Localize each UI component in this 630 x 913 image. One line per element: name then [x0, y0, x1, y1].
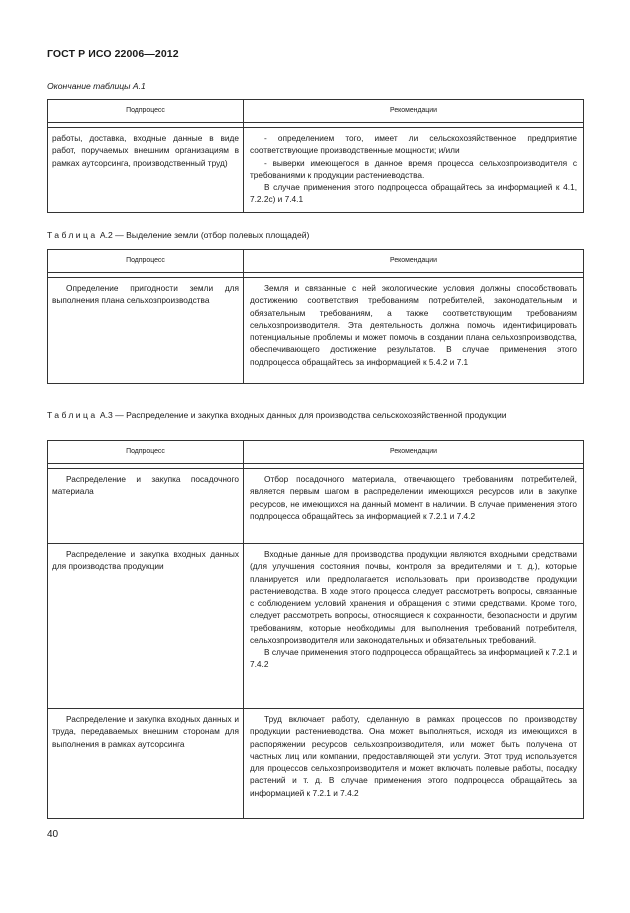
table-row — [48, 128, 584, 213]
table-a2 — [47, 249, 584, 384]
recommendation-cell — [244, 128, 584, 213]
table-row — [48, 469, 584, 544]
recommendation-cell — [244, 469, 584, 544]
subprocess-cell — [48, 469, 244, 544]
table-row — [48, 709, 584, 819]
subprocess-cell: работы, доставка, входные данные в виде работ, поручаемых внешним организациям в рамках аутсорсинга, производственный труд) — [48, 128, 244, 213]
recommendation-paragraph: В случае применения этого подпроцесса обращайтесь за информацией к 4.1, 7.2.2c) и 7.4.1 — [250, 182, 577, 205]
recommendation-paragraph: Труд включает работу, сделанную в рамках процессов по производству продукции растениеводства. Она может выполняться, исходя из имеющихся в распоряжении ресурсов сельхозпроизводителя, или может быть получена от частных лиц или компании, предоставляющей эти услуги. Этот труд используется для процессов сельхозпроизводителя и может включать полевые работы, посадку растений и т. д. В случае применения этого подпроцесса обращайтесь за информацией к 7.2.1 и 7.4.2 — [250, 714, 577, 798]
recommendation-cell — [244, 709, 584, 819]
subprocess-text: Определение пригодности земли для выполнения плана сельхозпроизводства — [52, 283, 239, 306]
subprocess-text: Распределение и закупка посадочного материала — [52, 474, 239, 497]
recommendation-cell — [244, 544, 584, 709]
table-a3-caption-text: А.3 — Распределение и закупка входных данных для производства сельскохозяйственной продукции — [99, 410, 507, 420]
page-number: 40 — [47, 829, 59, 840]
table-a3-caption — [47, 409, 583, 421]
table-a1-header-subprocess: Подпроцесс — [48, 100, 244, 123]
subprocess-text: Распределение и закупка входных данных для производства продукции — [52, 549, 239, 572]
table-row — [48, 544, 584, 709]
recommendation-cell — [244, 278, 584, 384]
table-a2-header-subprocess: Подпроцесс — [48, 250, 244, 273]
recommendation-paragraph: Входные данные для производства продукции являются входными средствами (для улучшения состояния почвы, контроля за вредителями и т. д.), которые планируется или предполагается использовать при производстве продукции растениеводства. В ходе этого процесса следует рассмотреть вопросы, связанные с соблюдением условий хранения и обращения с этими средствами. Кроме того, следует рассмотреть вопросы, относящиеся к сохранности, безопасности и другим требованиям, которые необходимы для выполнения требований потребителя, сельхозпроизводителя или законодательных и обязательных требований. — [250, 549, 577, 645]
recommendation-paragraph: - выверки имеющегося в данное время процесса сельхозпроизводителя с требованиями к продукции растениеводства. — [250, 157, 577, 180]
subprocess-text: Распределение и закупка входных данных и труда, передаваемых внешним сторонам для выполнения в рамках аутсорсинга — [52, 714, 239, 749]
table-a3-caption-label: Таблица — [47, 410, 98, 420]
table-a2-caption-label: Таблица — [47, 230, 98, 240]
table-a3-header-subprocess: Подпроцесс — [48, 441, 244, 464]
subprocess-cell — [48, 278, 244, 384]
subprocess-cell — [48, 709, 244, 819]
table-a2-caption — [47, 229, 309, 241]
table-a1-header-recommendations: Рекомендации — [244, 100, 584, 123]
table-a1 — [47, 99, 584, 213]
table-row — [48, 278, 584, 384]
table-a3 — [47, 440, 584, 819]
table-a2-caption-text: А.2 — Выделение земли (отбор полевых площадей) — [99, 230, 310, 240]
recommendation-paragraph: Отбор посадочного материала, отвечающего требованиям потребителей, является первым шагом в распределении имеющихся ресурсов или в закупке ресурсов, не имеющихся на данный момент в наличии. В случае применения этого подпроцесса обращайтесь за информацией к 7.2.1 и 7.4.2 — [250, 474, 577, 521]
table-a2-header-recommendations: Рекомендации — [244, 250, 584, 273]
table-a3-header-recommendations: Рекомендации — [244, 441, 584, 464]
table-a1-caption: Окончание таблицы А.1 — [47, 81, 146, 91]
subprocess-cell — [48, 544, 244, 709]
recommendation-paragraph: В случае применения этого подпроцесса обращайтесь за информацией к 7.2.1 и 7.4.2 — [250, 647, 577, 670]
recommendation-paragraph: - определением того, имеет ли сельскохозяйственное предприятие соответствующие производственные мощности; и/или — [250, 133, 577, 156]
recommendation-paragraph: Земля и связанные с ней экологические условия должны способствовать достижению соответствия требованиям потребителей, законодательным и обязательным требованиям, а также соответствующим требованиям сельхозпроизводителя. Эта деятельность должна помочь идентифицировать потенциальные проблемы и может помочь в создании плана сельхозпроизводства, обеспечивающего достижение результатов. В случае применения этого подпроцесса обращайтесь за информацией к 5.4.2 и 7.1 — [250, 283, 577, 367]
document-standard-title: ГОСТ Р ИСО 22006—2012 — [47, 48, 179, 60]
